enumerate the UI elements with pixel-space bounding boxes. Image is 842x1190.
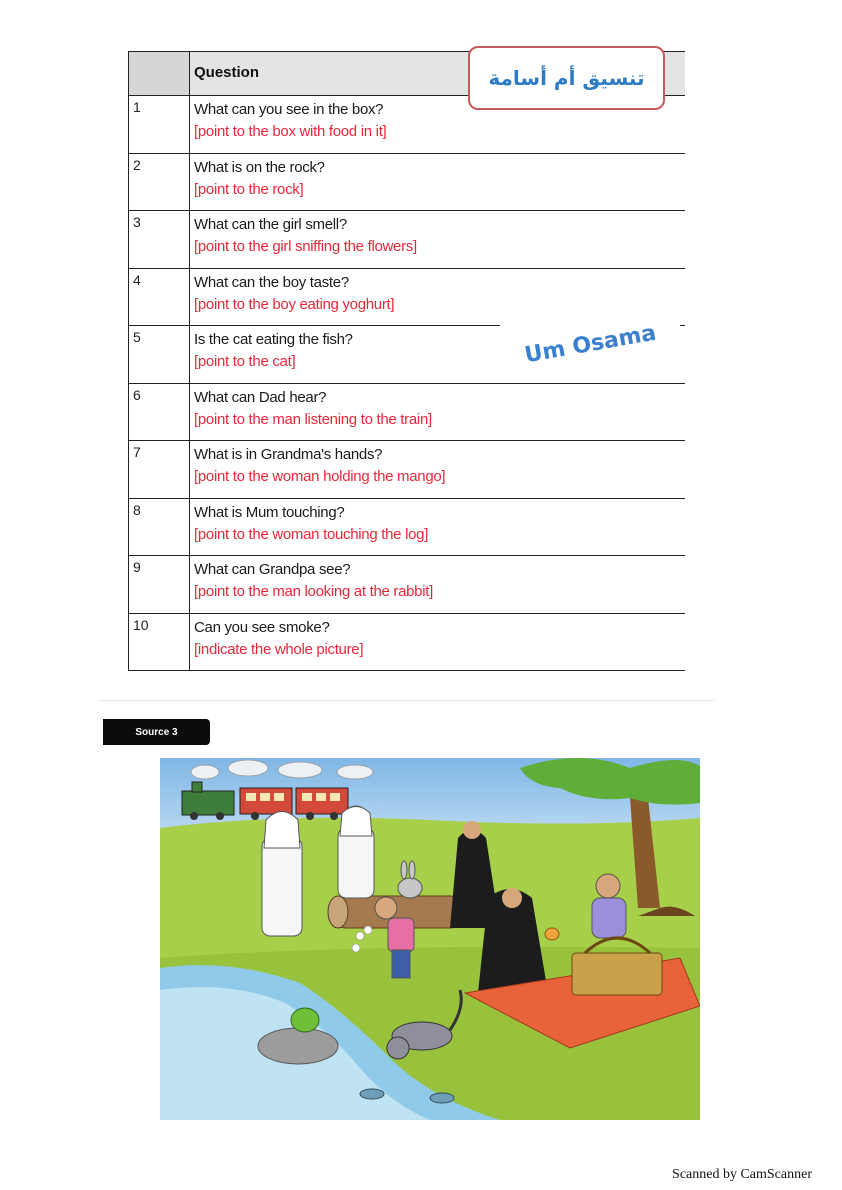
question-text: What is Mum touching? bbox=[194, 503, 345, 521]
question-text: What can you see in the box? bbox=[194, 101, 384, 118]
row-content bbox=[190, 441, 686, 499]
hint-text: [point to the woman holding the mango] bbox=[194, 468, 446, 485]
question-text: What can the girl smell? bbox=[194, 216, 347, 233]
question-text: Is the cat eating the fish? bbox=[194, 331, 353, 348]
row-content bbox=[190, 211, 686, 269]
row-number: 9 bbox=[129, 556, 190, 614]
mango-icon bbox=[545, 928, 559, 940]
frog-icon bbox=[291, 1008, 319, 1032]
hint-text: [point to the man looking at the rabbit] bbox=[194, 583, 433, 600]
row-number: 1 bbox=[129, 96, 190, 154]
hint-text: [indicate the whole picture] bbox=[194, 640, 364, 658]
table-row bbox=[129, 556, 686, 614]
header-number-cell bbox=[129, 52, 190, 96]
table-row bbox=[129, 211, 686, 269]
hint-text: [point to the woman touching the log] bbox=[194, 525, 429, 543]
source-label: Source 3 bbox=[103, 719, 210, 745]
um-osama-text: Um Osama bbox=[522, 320, 658, 368]
row-number: 2 bbox=[129, 153, 190, 211]
arabic-watermark-box: تنسيق أم أسامة bbox=[468, 46, 665, 110]
question-text: What is on the rock? bbox=[194, 158, 325, 176]
hint-text: [point to the boy eating yoghurt] bbox=[194, 295, 395, 313]
picnic-illustration bbox=[160, 758, 700, 1120]
row-content bbox=[190, 498, 686, 556]
row-number: 8 bbox=[129, 498, 190, 556]
row-content bbox=[190, 383, 686, 441]
scan-footer: Scanned by CamScanner bbox=[672, 1167, 812, 1182]
row-number: 6 bbox=[129, 383, 190, 441]
row-number: 5 bbox=[129, 326, 190, 384]
hint-text: [point to the box with food in it] bbox=[194, 123, 387, 140]
section-divider bbox=[100, 700, 715, 701]
question-text: What can the boy taste? bbox=[194, 273, 349, 291]
row-content bbox=[190, 153, 686, 211]
row-content bbox=[190, 613, 686, 671]
table-row bbox=[129, 441, 686, 499]
table-row bbox=[129, 498, 686, 556]
grandpa-figure bbox=[338, 806, 374, 898]
table-row bbox=[129, 153, 686, 211]
row-number: 4 bbox=[129, 268, 190, 326]
question-text: What can Grandpa see? bbox=[194, 561, 351, 578]
hint-text: [point to the man listening to the train] bbox=[194, 410, 432, 428]
row-number: 10 bbox=[129, 613, 190, 671]
hint-text: [point to the girl sniffing the flowers] bbox=[194, 238, 417, 255]
header-question-cell: Question bbox=[190, 52, 686, 96]
hint-text: [point to the cat] bbox=[194, 353, 296, 370]
rock bbox=[258, 1028, 338, 1064]
um-osama-watermark bbox=[500, 312, 680, 376]
row-number: 3 bbox=[129, 211, 190, 269]
table-row bbox=[129, 383, 686, 441]
hint-text: [point to the rock] bbox=[194, 180, 304, 198]
question-text: What can Dad hear? bbox=[194, 388, 327, 406]
dad-figure bbox=[262, 812, 302, 937]
row-content bbox=[190, 556, 686, 614]
question-text: Can you see smoke? bbox=[194, 618, 330, 636]
table-row bbox=[129, 613, 686, 671]
question-text: What is in Grandma's hands? bbox=[194, 446, 383, 463]
row-number: 7 bbox=[129, 441, 190, 499]
